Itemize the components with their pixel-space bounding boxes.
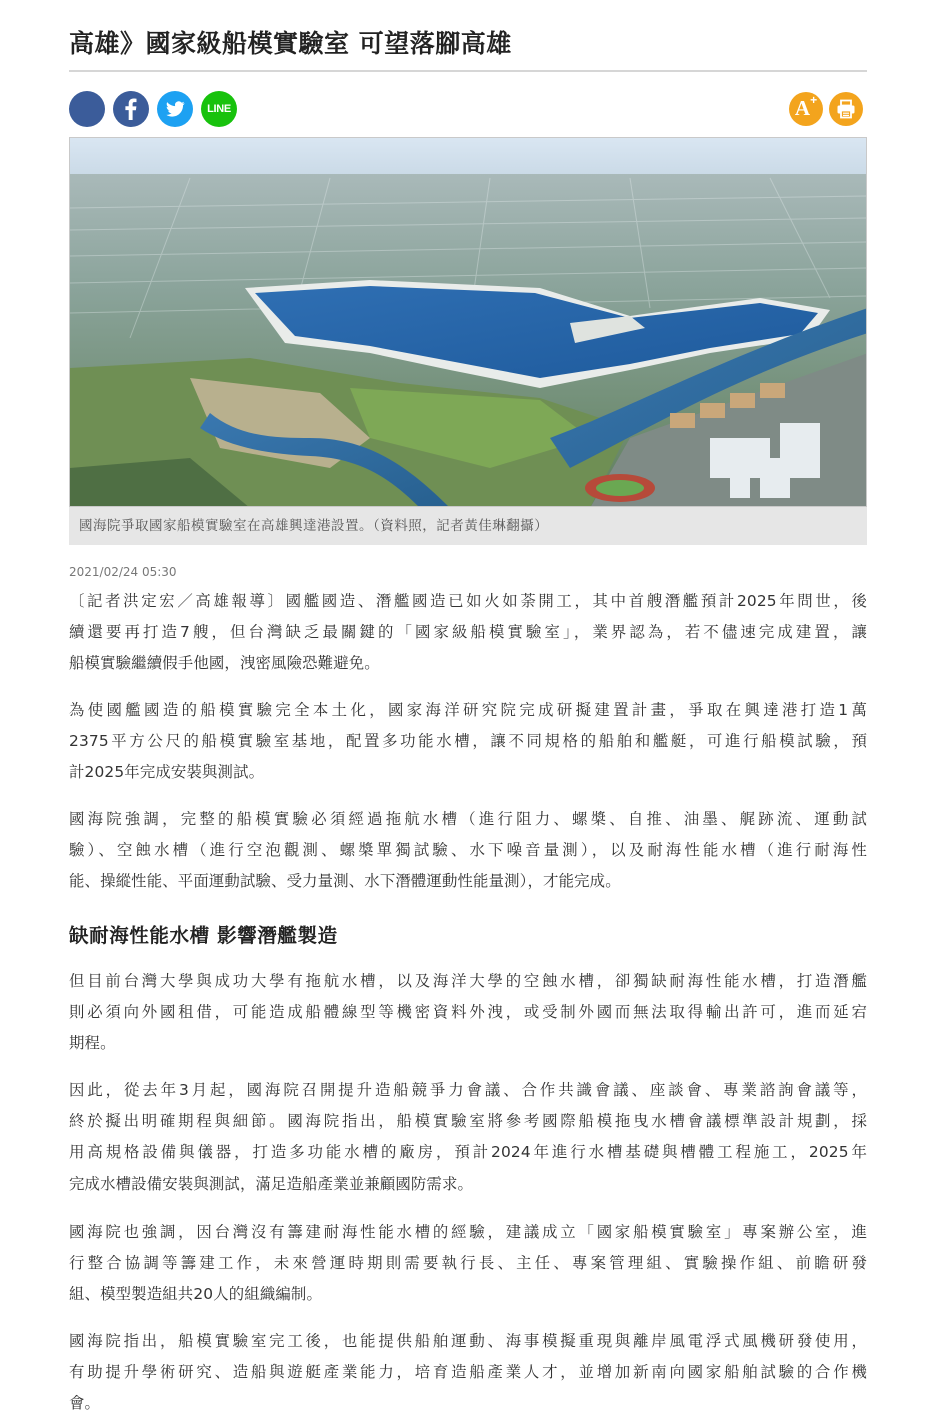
paragraph-line: 能、操縱性能、平面運動試驗、受力量測、水下潛體運動性能量測），才能完成。 [69,872,621,891]
paragraph-line: 船模實驗繼續假手他國，洩密風險恐難避免。 [69,654,380,673]
article-tools [789,92,863,126]
paragraph-line: 會。 [69,1394,101,1413]
article-title: 高雄》國家級船模實驗室 可望落腳高雄 [69,29,512,58]
paragraph-line: 用高規格設備與儀器，打造多功能水槽的廠房，預計2024年進行水槽基礎與槽體工程施工，2025年 [69,1143,867,1162]
font-size-plus-icon [794,92,818,121]
paragraph-line: 國海院強調，完整的船模實驗必須經過拖航水槽（進行阻力、螺槳、自推、油墨、艉跡流、運動試 [69,810,867,828]
photo-caption: 國海院爭取國家船模實驗室在高雄興達港設置。（資料照，記者黃佳琳翻攝） [69,507,867,545]
article-paragraph [69,1075,867,1200]
article-photo [69,137,867,507]
paragraph-line: 2375平方公尺的船模實驗室基地，配置多功能水槽，讓不同規格的船舶和艦艇，可進行船模試驗，預 [69,732,867,751]
paragraph-line: 為使國艦國造的船模實驗完全本土化，國家海洋研究院完成研擬建置計畫，爭取在興達港打造1萬 [69,701,867,719]
share-bar [69,91,237,127]
paragraph-line: 則必須向外國租借，可能造成船體線型等機密資料外洩，或受制外國而無法取得輸出許可，進而延宕 [69,1003,867,1022]
paragraph-line: 計2025年完成安裝與測試。 [69,763,265,782]
font-size-plus: + [810,92,818,107]
article-subheading: 缺耐海性能水槽 影響潛艦製造 [69,924,338,947]
paragraph-line: 完成水槽設備安裝與測試，滿足造船產業並兼顧國防需求。 [69,1174,474,1193]
font-size-letter: A [794,95,811,120]
line-icon: LINE [207,103,231,115]
article-paragraph [69,1217,867,1311]
article-paragraph [69,695,867,789]
article-paragraph [69,804,867,898]
facebook-share-button[interactable] [113,91,149,127]
twitter-icon [157,91,193,127]
article-paragraph [69,966,867,1060]
title-divider [69,70,867,72]
font-size-button[interactable] [789,92,823,126]
twitter-share-button[interactable] [157,91,193,127]
paragraph-line: 國海院也強調，因台灣沒有籌建耐海性能水槽的經驗，建議成立「國家船模實驗室」專案辦公室，進 [69,1223,867,1241]
paragraph-line: 因此，從去年3月起，國海院召開提升造船競爭力會議、合作共識會議、座談會、專業諮詢會議等， [69,1081,867,1099]
print-icon [835,98,857,120]
paragraph-line: 行整合協調等籌建工作，未來營運時期則需要執行長、主任、專案管理組、實驗操作組、前瞻研發 [69,1254,867,1273]
paragraph-line: 期程。 [69,1034,116,1053]
paragraph-line: 終於擬出明確期程與細節。國海院指出，船模實驗室將參考國際船模拖曳水槽會議標準設計規劃，採 [69,1112,867,1131]
paragraph-line: 組、模型製造組共20人的組織編制。 [69,1285,322,1304]
article-paragraph [69,1326,867,1420]
paragraph-line: 續還要再打造7艘，但台灣缺乏最關鍵的「國家級船模實驗室」，業界認為，若不儘速完成建置，讓 [69,623,867,642]
paragraph-line: 但目前台灣大學與成功大學有拖航水槽，以及海洋大學的空蝕水槽，卻獨缺耐海性能水槽，打造潛艦 [69,972,867,990]
facebook-icon [113,91,149,127]
harbor-aerial-image [70,138,867,507]
article-paragraph [69,586,867,680]
print-button[interactable] [829,92,863,126]
paragraph-line: 驗）、空蝕水槽（進行空泡觀測、螺槳單獨試驗、水下噪音量測），以及耐海性能水槽（進行耐海性 [69,841,867,860]
publish-date: 2021/02/24 05:30 [69,565,177,579]
line-share-button[interactable] [201,91,237,127]
paragraph-line: 有助提升學術研究、造船與遊艇產業能力，培育造船產業人才，並增加新南向國家船舶試驗的合作機 [69,1363,867,1382]
share-button[interactable] [69,91,105,127]
paragraph-line: 國海院指出，船模實驗室完工後，也能提供船舶運動、海事模擬重現與離岸風電浮式風機研發使用， [69,1332,867,1350]
paragraph-line: 〔記者洪定宏／高雄報導〕國艦國造、潛艦國造已如火如荼開工，其中首艘潛艦預計2025年問世，後 [69,592,867,610]
